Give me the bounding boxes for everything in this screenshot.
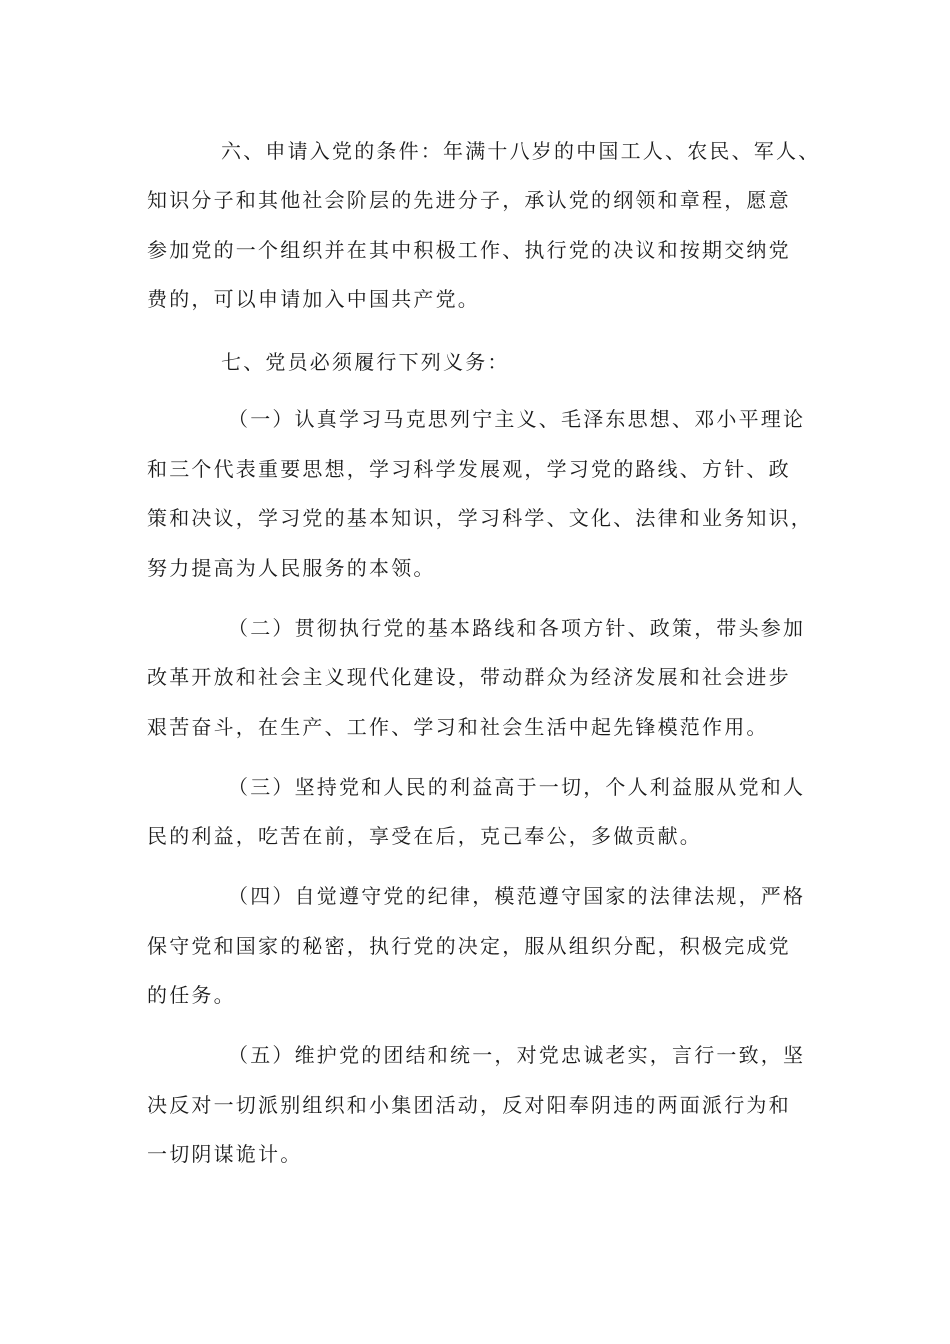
duty-one-line-2: 和三个代表重要思想，学习科学发展观，学习党的路线、方针、政 bbox=[147, 457, 791, 481]
duty-two-line-3: 艰苦奋斗，在生产、工作、学习和社会生活中起先锋模范作用。 bbox=[147, 715, 769, 739]
duty-one-line-1: （一）认真学习马克思列宁主义、毛泽东思想、邓小平理论 bbox=[228, 407, 806, 431]
duty-four-line-1: （四）自觉遵守党的纪律，模范遵守国家的法律法规，严格 bbox=[228, 884, 806, 908]
paragraph-six-line-3: 参加党的一个组织并在其中积极工作、执行党的决议和按期交纳党 bbox=[147, 238, 791, 262]
duty-five-line-1: （五）维护党的团结和统一，对党忠诚老实，言行一致，坚 bbox=[228, 1043, 806, 1067]
duty-three-line-1: （三）坚持党和人民的利益高于一切，个人利益服从党和人 bbox=[228, 775, 806, 799]
duty-two-line-1: （二）贯彻执行党的基本路线和各项方针、政策，带头参加 bbox=[228, 616, 806, 640]
duty-one-line-4: 努力提高为人民服务的本领。 bbox=[147, 556, 436, 580]
duty-four-line-2: 保守党和国家的秘密，执行党的决定，服从组织分配，积极完成党 bbox=[147, 934, 791, 958]
duty-four-line-3: 的任务。 bbox=[147, 983, 236, 1007]
paragraph-seven-heading: 七、党员必须履行下列义务： bbox=[221, 350, 510, 374]
duty-five-line-2: 决反对一切派别组织和小集团活动，反对阳奉阴违的两面派行为和 bbox=[147, 1093, 791, 1117]
paragraph-six-line-4: 费的，可以申请加入中国共产党。 bbox=[147, 287, 480, 311]
paragraph-six-line-1: 六、申请入党的条件：年满十八岁的中国工人、农民、军人、 bbox=[221, 139, 821, 163]
duty-five-line-3: 一切阴谋诡计。 bbox=[147, 1142, 303, 1166]
duty-two-line-2: 改革开放和社会主义现代化建设，带动群众为经济发展和社会进步 bbox=[147, 665, 791, 689]
paragraph-six-line-2: 知识分子和其他社会阶层的先进分子，承认党的纲领和章程，愿意 bbox=[147, 188, 791, 212]
duty-one-line-3: 策和决议，学习党的基本知识，学习科学、文化、法律和业务知识， bbox=[147, 506, 813, 530]
duty-three-line-2: 民的利益，吃苦在前，享受在后，克己奉公，多做贡献。 bbox=[147, 824, 702, 848]
